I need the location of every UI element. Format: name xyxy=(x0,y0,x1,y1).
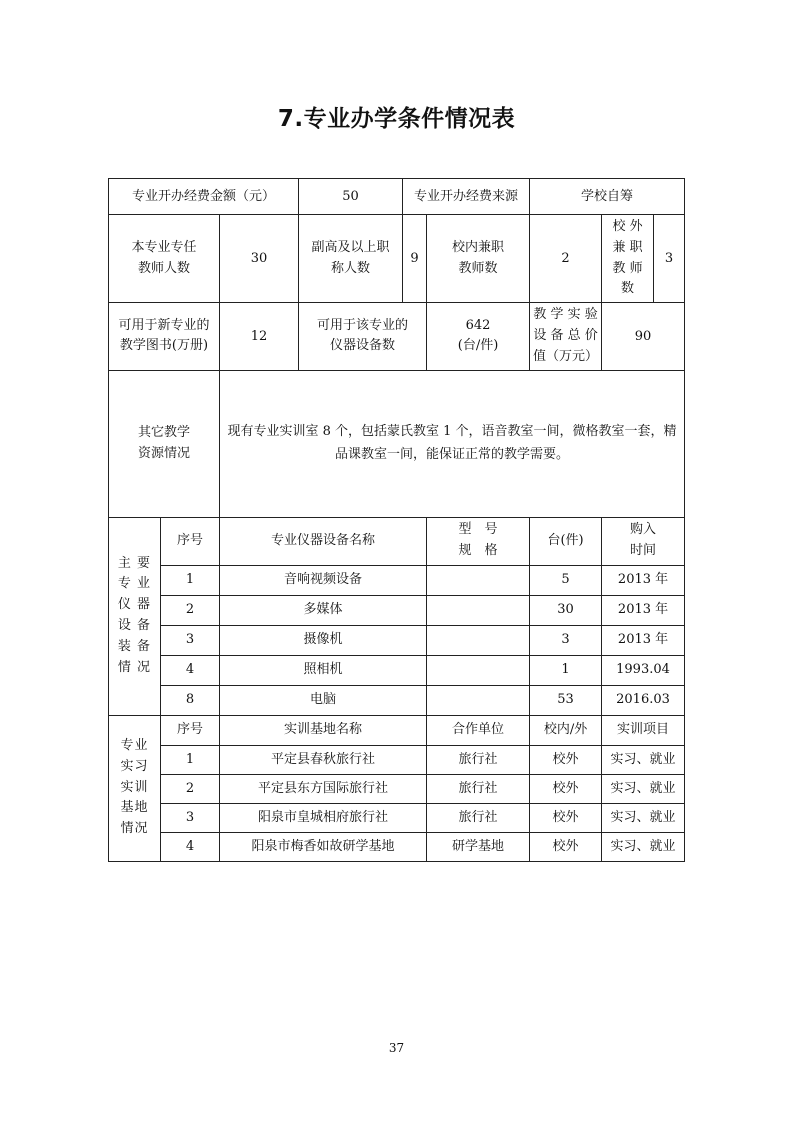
training-label-line: 基地 xyxy=(120,800,149,816)
internal-parttime-line2: 教师数 xyxy=(458,260,498,276)
other-resources-line2: 资源情况 xyxy=(137,445,190,461)
training-project: 实习、就业 xyxy=(602,803,685,832)
equipment-seq: 3 xyxy=(161,625,220,655)
training-location: 校外 xyxy=(530,745,602,774)
table-row xyxy=(109,803,685,832)
equipment-seq: 4 xyxy=(161,655,220,685)
equipment-time: 2013 年 xyxy=(602,595,685,625)
books-line2: 教学图书(万册) xyxy=(119,338,209,354)
training-header-row xyxy=(109,715,685,745)
other-resources-line1: 其它教学 xyxy=(137,424,190,440)
training-seq: 2 xyxy=(161,774,220,803)
external-parttime-line3: 教 师 xyxy=(612,260,643,276)
equipment-label-line: 专 业 xyxy=(117,576,152,592)
training-name: 平定县春秋旅行社 xyxy=(220,745,427,774)
equipment-model-line1: 型 号 xyxy=(458,522,498,538)
senior-title-value: 9 xyxy=(403,215,427,303)
training-section-label xyxy=(109,715,161,861)
external-parttime-line2: 兼 职 xyxy=(612,239,643,255)
other-resources-label xyxy=(109,370,220,517)
equipment-value-line3: 值（万元） xyxy=(533,348,599,364)
equipment-header-row xyxy=(109,517,685,565)
instruments-number: 642 xyxy=(465,317,491,333)
page-number: 37 xyxy=(388,1041,405,1055)
equipment-count: 30 xyxy=(530,595,602,625)
training-name: 阳泉市梅香如故研学基地 xyxy=(220,832,427,861)
books-value: 12 xyxy=(220,303,299,370)
equipment-label-line: 情 况 xyxy=(117,659,152,675)
fulltime-teachers-line2: 教师人数 xyxy=(137,260,190,276)
fulltime-teachers-line1: 本专业专任 xyxy=(131,239,197,255)
equipment-value-value: 90 xyxy=(602,303,685,370)
equipment-purchase-line1: 购入 xyxy=(630,522,657,538)
training-name: 平定县东方国际旅行社 xyxy=(220,774,427,803)
training-location: 校外 xyxy=(530,803,602,832)
training-location-header: 校内/外 xyxy=(530,715,602,745)
equipment-time: 2013 年 xyxy=(602,625,685,655)
funding-source-value: 学校自筹 xyxy=(530,179,685,215)
training-label-line: 情况 xyxy=(120,821,149,837)
table-row xyxy=(109,625,685,655)
equipment-count: 5 xyxy=(530,565,602,595)
equipment-purchase-header xyxy=(602,517,685,565)
equipment-model xyxy=(427,625,530,655)
equipment-model-line2: 规 格 xyxy=(458,543,498,559)
table-row xyxy=(109,565,685,595)
equipment-seq: 2 xyxy=(161,595,220,625)
internal-parttime-value: 2 xyxy=(530,215,602,303)
equipment-time: 2013 年 xyxy=(602,565,685,595)
training-project: 实习、就业 xyxy=(602,745,685,774)
equipment-model xyxy=(427,685,530,715)
training-label-line: 实训 xyxy=(120,779,149,795)
training-seq-header: 序号 xyxy=(161,715,220,745)
external-parttime-line4: 数 xyxy=(621,281,635,297)
training-partner: 旅行社 xyxy=(427,774,530,803)
training-seq: 1 xyxy=(161,745,220,774)
instruments-value xyxy=(427,303,530,370)
equipment-name: 摄像机 xyxy=(220,625,427,655)
instruments-line2: 仪器设备数 xyxy=(330,338,396,354)
books-label xyxy=(109,303,220,370)
equipment-seq: 1 xyxy=(161,565,220,595)
training-seq: 4 xyxy=(161,832,220,861)
training-partner: 旅行社 xyxy=(427,745,530,774)
equipment-section-label xyxy=(109,517,161,715)
training-partner: 研学基地 xyxy=(427,832,530,861)
books-line1: 可用于新专业的 xyxy=(118,317,210,333)
equipment-name-header: 专业仪器设备名称 xyxy=(220,517,427,565)
senior-title-line1: 副高及以上职 xyxy=(311,239,390,255)
instruments-line1: 可用于该专业的 xyxy=(317,317,409,333)
table-row xyxy=(109,774,685,803)
conditions-table xyxy=(108,178,685,862)
external-parttime-value: 3 xyxy=(654,215,685,303)
table-row xyxy=(109,595,685,625)
senior-title-line2: 称人数 xyxy=(331,260,371,276)
equipment-purchase-line2: 时间 xyxy=(630,543,657,559)
training-project: 实习、就业 xyxy=(602,774,685,803)
internal-parttime-label xyxy=(427,215,530,303)
senior-title-label xyxy=(299,215,403,303)
instruments-label xyxy=(299,303,427,370)
internal-parttime-line1: 校内兼职 xyxy=(452,239,505,255)
equipment-name: 照相机 xyxy=(220,655,427,685)
training-project-header: 实训项目 xyxy=(602,715,685,745)
equipment-count: 53 xyxy=(530,685,602,715)
equipment-value-line1: 教 学 实 验 xyxy=(533,307,598,323)
resources-count-row xyxy=(109,303,685,370)
equipment-model xyxy=(427,655,530,685)
equipment-name: 多媒体 xyxy=(220,595,427,625)
instruments-unit: (台/件) xyxy=(457,338,499,354)
table-row xyxy=(109,745,685,774)
equipment-model xyxy=(427,565,530,595)
equipment-label-line: 仪 器 xyxy=(117,597,152,613)
equipment-time: 1993.04 xyxy=(602,655,685,685)
teacher-row xyxy=(109,215,685,303)
equipment-name: 音响视频设备 xyxy=(220,565,427,595)
external-parttime-label xyxy=(602,215,654,303)
equipment-model-header xyxy=(427,517,530,565)
equipment-label-line: 装 备 xyxy=(117,638,152,654)
funding-source-label: 专业开办经费来源 xyxy=(403,179,530,215)
equipment-count-header: 台(件) xyxy=(530,517,602,565)
fulltime-teachers-value: 30 xyxy=(220,215,299,303)
equipment-name: 电脑 xyxy=(220,685,427,715)
external-parttime-line1: 校 外 xyxy=(612,219,643,234)
equipment-count: 3 xyxy=(530,625,602,655)
other-resources-row xyxy=(109,370,685,517)
equipment-model xyxy=(427,595,530,625)
training-partner: 旅行社 xyxy=(427,803,530,832)
funding-amount-value: 50 xyxy=(299,179,403,215)
equipment-label-line: 设 备 xyxy=(117,618,152,634)
funding-row xyxy=(109,179,685,215)
equipment-label-line: 主 要 xyxy=(117,555,152,571)
training-location: 校外 xyxy=(530,774,602,803)
other-resources-text: 现有专业实训室 8 个，包括蒙氏教室 1 个，语音教室一间，微格教室一套，精品课教室一间，能保证正常的教学需要。 xyxy=(220,370,685,517)
equipment-seq-header: 序号 xyxy=(161,517,220,565)
equipment-seq: 8 xyxy=(161,685,220,715)
training-label-line: 专业 xyxy=(120,738,149,754)
table-row xyxy=(109,685,685,715)
equipment-value-label xyxy=(530,303,602,370)
fulltime-teachers-label xyxy=(109,215,220,303)
table-row xyxy=(109,832,685,861)
equipment-time: 2016.03 xyxy=(602,685,685,715)
training-seq: 3 xyxy=(161,803,220,832)
training-name-header: 实训基地名称 xyxy=(220,715,427,745)
table-row xyxy=(109,655,685,685)
page-title: 7.专业办学条件情况表 xyxy=(277,106,516,132)
training-project: 实习、就业 xyxy=(602,832,685,861)
training-partner-header: 合作单位 xyxy=(427,715,530,745)
funding-amount-label: 专业开办经费金额（元） xyxy=(109,179,299,215)
training-name: 阳泉市皇城相府旅行社 xyxy=(220,803,427,832)
training-location: 校外 xyxy=(530,832,602,861)
equipment-value-line2: 设 备 总 价 xyxy=(533,327,598,343)
equipment-count: 1 xyxy=(530,655,602,685)
training-label-line: 实习 xyxy=(120,758,149,774)
